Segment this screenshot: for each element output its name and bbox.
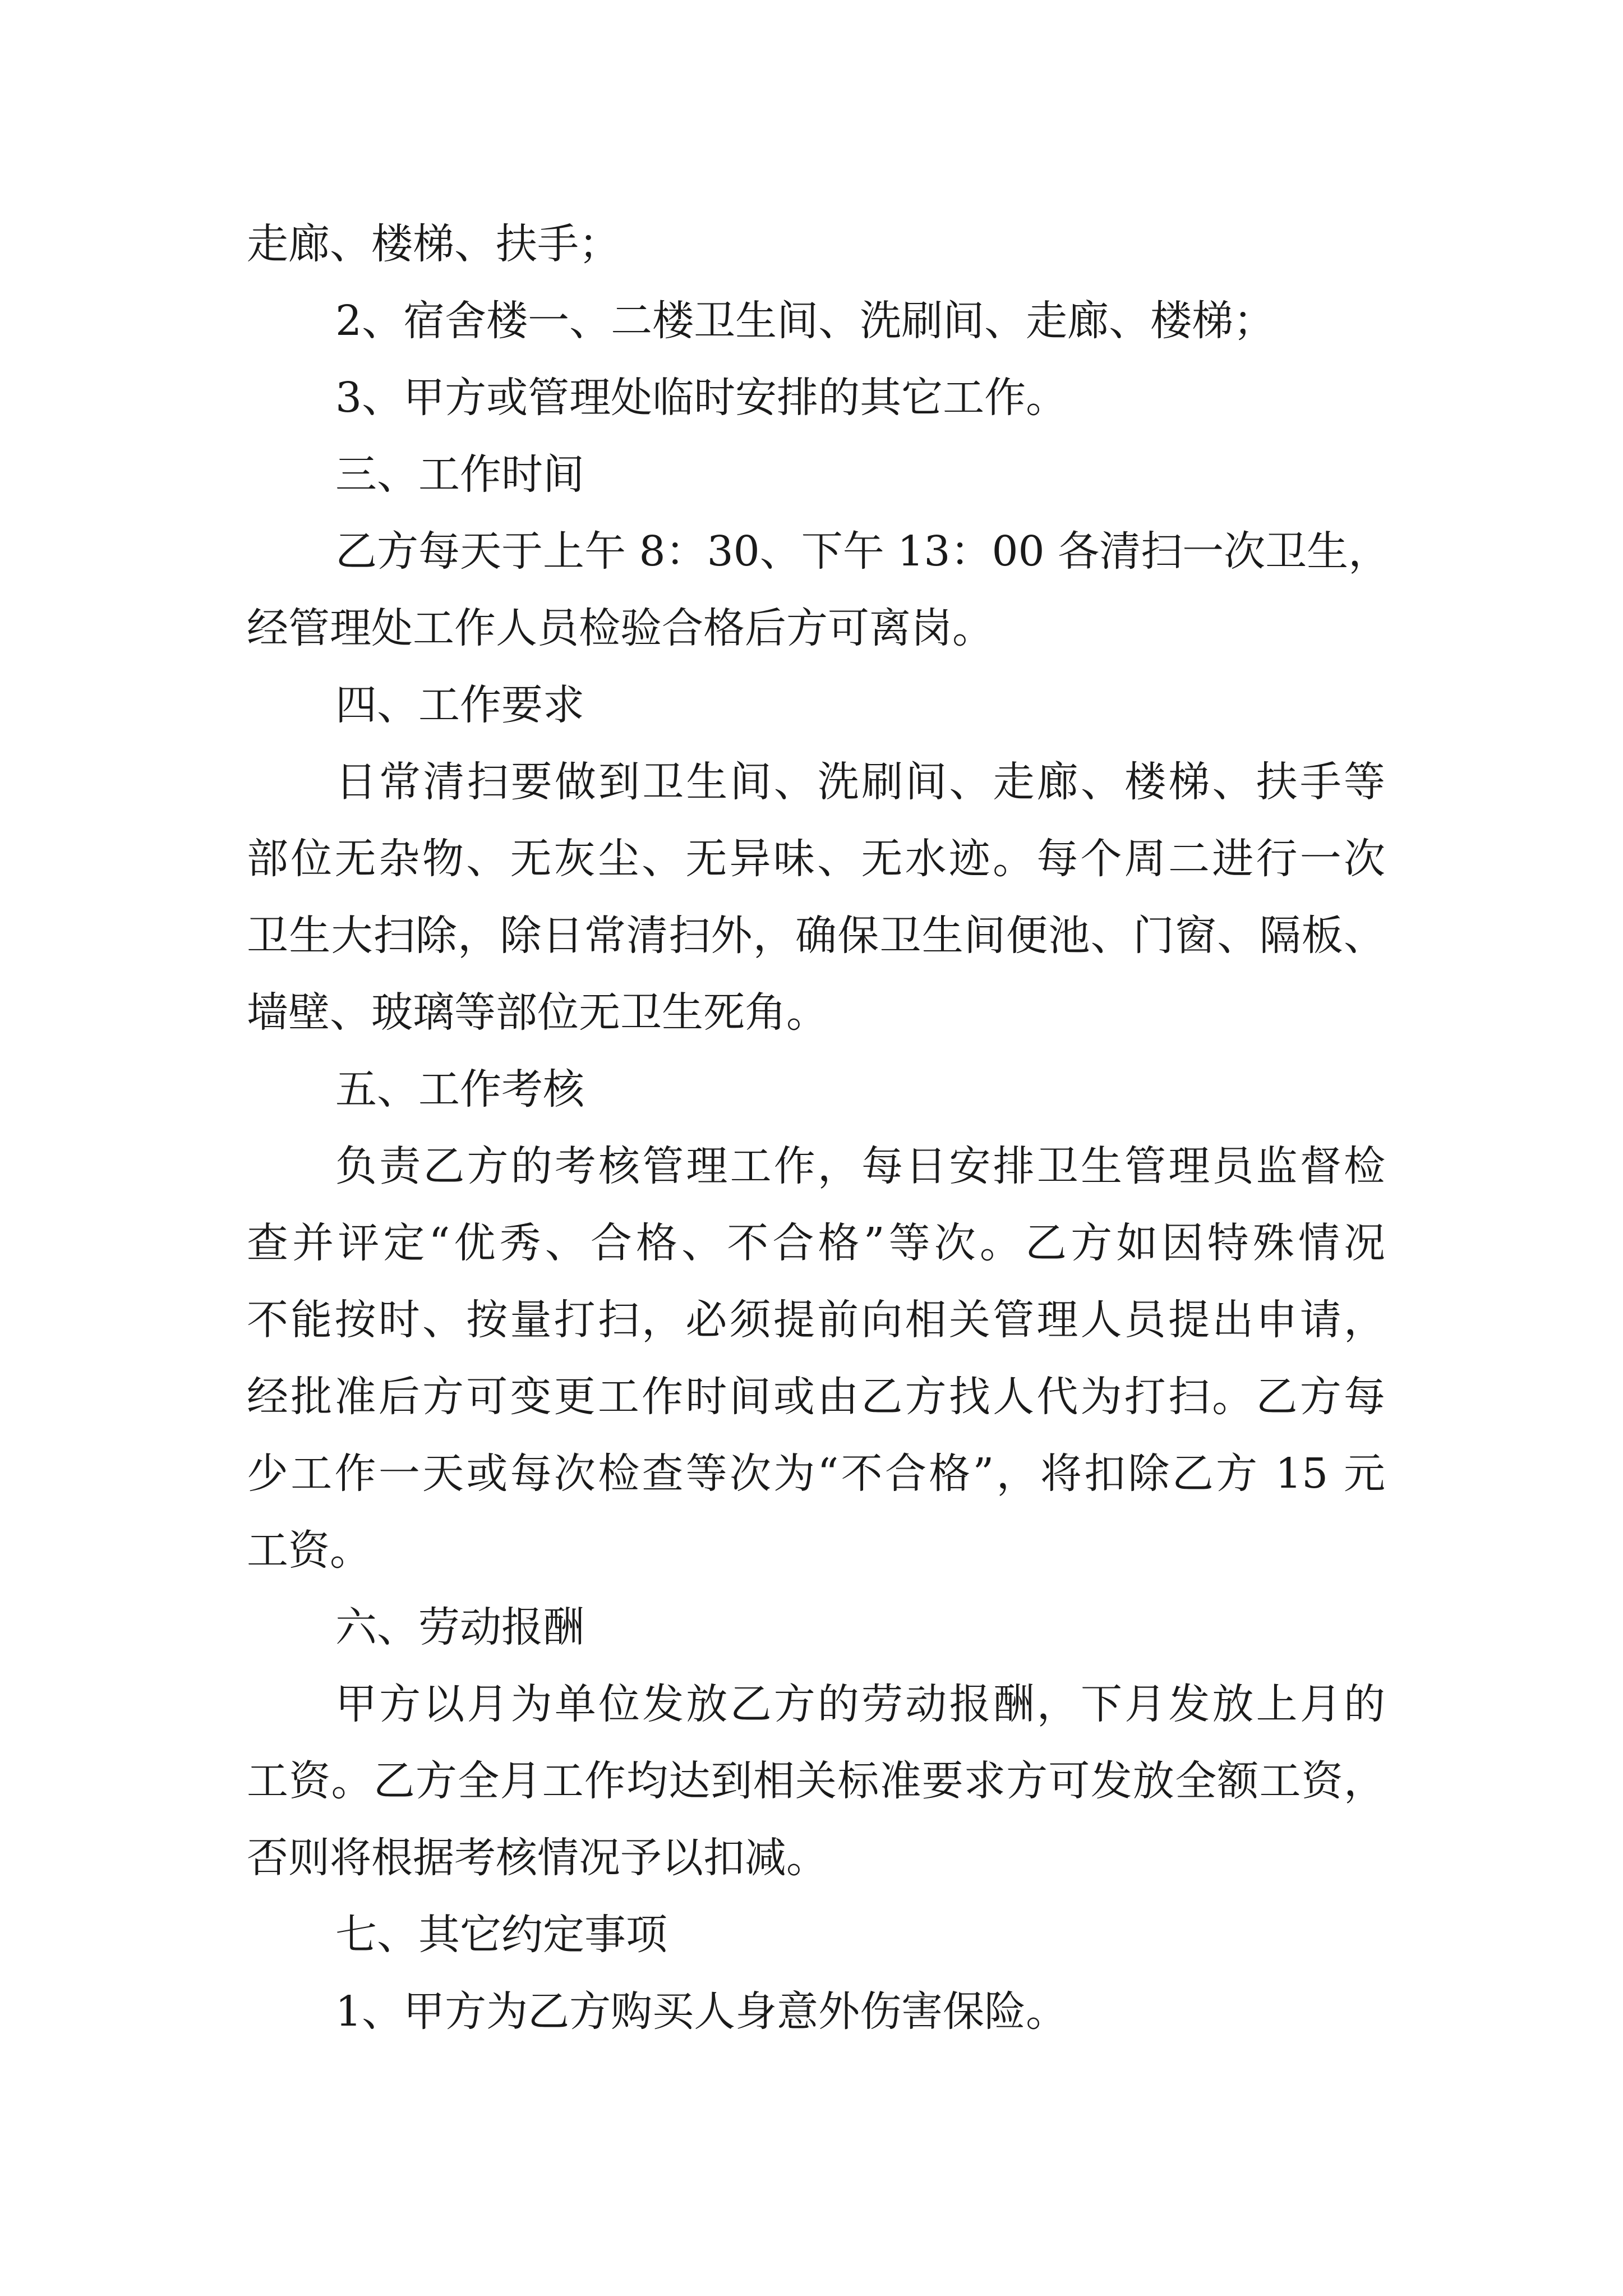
list-item: 2、宿舍楼一、二楼卫生间、洗刷间、走廊、楼梯； <box>335 297 1275 345</box>
paragraph-line: 部位无杂物、无灰尘、无异味、无水迹。每个周二进行一次 <box>247 835 1385 883</box>
paragraph-line: 工资。 <box>247 1526 371 1575</box>
text-line: 走廊、楼梯、扶手； <box>247 220 620 268</box>
paragraph-line: 甲方以月为单位发放乙方的劳动报酬，下月发放上月的 <box>335 1680 1385 1728</box>
paragraph-line: 工资。乙方全月工作均达到相关标准要求方可发放全额工资， <box>247 1757 1385 1805</box>
section-heading: 七、其它约定事项 <box>335 1911 667 1959</box>
paragraph-line: 不能按时、按量打扫，必须提前向相关管理人员提出申请， <box>247 1296 1385 1344</box>
section-heading: 四、工作要求 <box>335 681 584 729</box>
list-item: 3、甲方或管理处临时安排的其它工作。 <box>335 374 1068 422</box>
paragraph-line: 经批准后方可变更工作时间或由乙方找人代为打扫。乙方每 <box>247 1373 1385 1421</box>
section-heading: 五、工作考核 <box>335 1065 584 1114</box>
section-heading: 三、工作时间 <box>335 450 584 499</box>
paragraph-line: 墙壁、玻璃等部位无卫生死角。 <box>247 988 828 1037</box>
paragraph-line: 卫生大扫除，除日常清扫外，确保卫生间便池、门窗、隔板、 <box>247 912 1385 960</box>
section-heading: 六、劳动报酬 <box>335 1603 584 1651</box>
paragraph-line: 查并评定“优秀、合格、不合格”等次。乙方如因特殊情况 <box>247 1219 1385 1267</box>
list-item: 1、甲方为乙方购买人身意外伤害保险。 <box>335 1987 1068 2036</box>
paragraph-line: 负责乙方的考核管理工作，每日安排卫生管理员监督检 <box>335 1142 1385 1190</box>
paragraph-line: 日常清扫要做到卫生间、洗刷间、走廊、楼梯、扶手等 <box>335 758 1385 806</box>
paragraph-line: 乙方每天于上午 8：30、下午 13：00 各清扫一次卫生， <box>335 527 1390 576</box>
paragraph-line: 少工作一天或每次检查等次为“不合格”，将扣除乙方 15 元 <box>247 1450 1385 1498</box>
paragraph-line: 否则将根据考核情况予以扣减。 <box>247 1834 828 1882</box>
paragraph-line: 经管理处工作人员检验合格后方可离岗。 <box>247 604 994 652</box>
